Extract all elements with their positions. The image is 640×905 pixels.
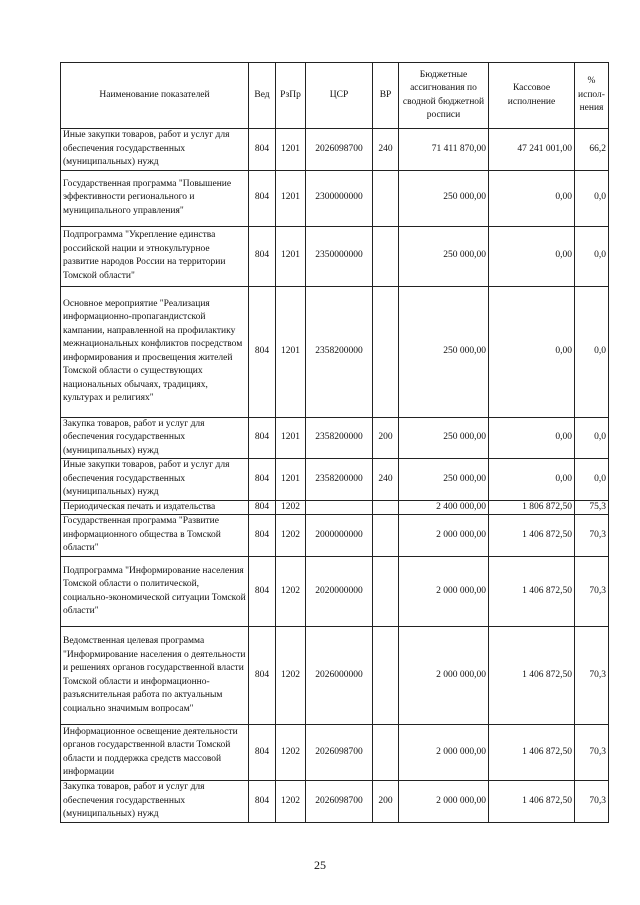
- cell-name: Государственная программа "Развитие информационного общества в Томской области": [61, 515, 249, 557]
- cell-cash: 1 406 872,50: [489, 557, 575, 627]
- cell-name: Государственная программа "Повышение эффективности регионального и муниципального управления": [61, 170, 249, 226]
- cell-cash: 1 406 872,50: [489, 781, 575, 823]
- cell-rzpr: 1202: [276, 515, 306, 557]
- cell-name: Периодическая печать и издательства: [61, 500, 249, 515]
- cell-csr: [306, 500, 373, 515]
- cell-csr: 2350000000: [306, 226, 373, 286]
- table-row: [61, 557, 609, 627]
- cell-cash: 1 806 872,50: [489, 500, 575, 515]
- cell-name: Закупка товаров, работ и услуг для обеспечения государственных (муниципальных) нужд: [61, 417, 249, 459]
- table-body: [61, 129, 609, 823]
- cell-budget: 2 000 000,00: [399, 781, 489, 823]
- cell-csr: 2026098700: [306, 781, 373, 823]
- cell-name: Закупка товаров, работ и услуг для обеспечения государственных (муниципальных) нужд: [61, 781, 249, 823]
- cell-cash: 0,00: [489, 170, 575, 226]
- cell-pct: 70,3: [575, 725, 609, 781]
- table-row: [61, 286, 609, 417]
- cell-budget: 250 000,00: [399, 459, 489, 501]
- table-header-row: [61, 63, 609, 129]
- table-row: [61, 459, 609, 501]
- cell-ved: 804: [249, 129, 276, 171]
- cell-vr: 240: [373, 459, 399, 501]
- cell-csr: 2358200000: [306, 459, 373, 501]
- cell-ved: 804: [249, 286, 276, 417]
- cell-vr: 240: [373, 129, 399, 171]
- cell-budget: 250 000,00: [399, 226, 489, 286]
- cell-pct: 0,0: [575, 226, 609, 286]
- table-row: [61, 500, 609, 515]
- cell-csr: 2026000000: [306, 627, 373, 725]
- cell-pct: 70,3: [575, 515, 609, 557]
- cell-name: Подпрограмма "Укрепление единства российской нации и этнокультурное развитие народов России на территории Томской области": [61, 226, 249, 286]
- cell-budget: 250 000,00: [399, 417, 489, 459]
- cell-vr: [373, 557, 399, 627]
- cell-rzpr: 1201: [276, 170, 306, 226]
- cell-csr: 2358200000: [306, 286, 373, 417]
- cell-csr: 2026098700: [306, 129, 373, 171]
- cell-pct: 75,3: [575, 500, 609, 515]
- table-row: [61, 725, 609, 781]
- cell-budget: 2 400 000,00: [399, 500, 489, 515]
- cell-csr: 2026098700: [306, 725, 373, 781]
- cell-cash: 1 406 872,50: [489, 725, 575, 781]
- cell-name: Подпрограмма "Информирование населения Томской области о политической, социально-экономической ситуации Томской области": [61, 557, 249, 627]
- table-row: [61, 627, 609, 725]
- cell-vr: [373, 627, 399, 725]
- cell-vr: [373, 500, 399, 515]
- cell-csr: 2358200000: [306, 417, 373, 459]
- cell-cash: 1 406 872,50: [489, 627, 575, 725]
- cell-pct: 0,0: [575, 459, 609, 501]
- budget-execution-table: [60, 62, 609, 823]
- cell-cash: 0,00: [489, 286, 575, 417]
- cell-name: Иные закупки товаров, работ и услуг для обеспечения государственных (муниципальных) нужд: [61, 459, 249, 501]
- cell-ved: 804: [249, 459, 276, 501]
- page-number: 25: [314, 858, 326, 872]
- cell-rzpr: 1202: [276, 725, 306, 781]
- cell-budget: 2 000 000,00: [399, 515, 489, 557]
- cell-budget: 2 000 000,00: [399, 557, 489, 627]
- header-pct: % испол-нения: [575, 63, 609, 129]
- cell-pct: 0,0: [575, 170, 609, 226]
- cell-cash: 0,00: [489, 226, 575, 286]
- cell-vr: [373, 170, 399, 226]
- cell-rzpr: 1202: [276, 781, 306, 823]
- cell-vr: 200: [373, 417, 399, 459]
- cell-pct: 70,3: [575, 557, 609, 627]
- table-row: [61, 417, 609, 459]
- cell-csr: 2020000000: [306, 557, 373, 627]
- cell-name: Ведомственная целевая программа "Информирование населения о деятельности и решениях органов государственной власти Томской области и информационно-разъяснительная работа по актуальным социально значимым вопросам": [61, 627, 249, 725]
- cell-ved: 804: [249, 557, 276, 627]
- header-cash: Кассовое исполнение: [489, 63, 575, 129]
- cell-ved: 804: [249, 500, 276, 515]
- table-row: [61, 781, 609, 823]
- header-ved: Вед: [249, 63, 276, 129]
- table-row: [61, 170, 609, 226]
- header-rzpr: РзПр: [276, 63, 306, 129]
- header-vr: ВР: [373, 63, 399, 129]
- cell-ved: 804: [249, 226, 276, 286]
- cell-budget: 2 000 000,00: [399, 627, 489, 725]
- cell-name: Иные закупки товаров, работ и услуг для обеспечения государственных (муниципальных) нужд: [61, 129, 249, 171]
- cell-pct: 0,0: [575, 417, 609, 459]
- cell-cash: 0,00: [489, 417, 575, 459]
- cell-rzpr: 1202: [276, 627, 306, 725]
- cell-vr: [373, 226, 399, 286]
- cell-vr: 200: [373, 781, 399, 823]
- table-row: [61, 515, 609, 557]
- cell-rzpr: 1201: [276, 417, 306, 459]
- cell-name: Основное мероприятие "Реализация информационно-пропагандистской кампании, направленной на профилактику межнациональных конфликтов посредством информирования и просвещения жителей Томской области о существующих национальных обычаях, традициях, культурах и религиях": [61, 286, 249, 417]
- cell-cash: 47 241 001,00: [489, 129, 575, 171]
- cell-name: Информационное освещение деятельности органов государственной власти Томской области и поддержка средств массовой информации: [61, 725, 249, 781]
- cell-budget: 250 000,00: [399, 286, 489, 417]
- cell-csr: 2300000000: [306, 170, 373, 226]
- cell-rzpr: 1201: [276, 459, 306, 501]
- cell-ved: 804: [249, 417, 276, 459]
- cell-vr: [373, 286, 399, 417]
- header-csr: ЦСР: [306, 63, 373, 129]
- cell-ved: 804: [249, 725, 276, 781]
- header-budget: Бюджетные ассигнования по сводной бюджетной росписи: [399, 63, 489, 129]
- cell-ved: 804: [249, 515, 276, 557]
- table-row: [61, 226, 609, 286]
- cell-vr: [373, 725, 399, 781]
- cell-pct: 0,0: [575, 286, 609, 417]
- cell-pct: 66,2: [575, 129, 609, 171]
- cell-rzpr: 1202: [276, 500, 306, 515]
- cell-budget: 71 411 870,00: [399, 129, 489, 171]
- cell-ved: 804: [249, 627, 276, 725]
- header-name: Наименование показателей: [61, 63, 249, 129]
- cell-pct: 70,3: [575, 781, 609, 823]
- cell-rzpr: 1201: [276, 286, 306, 417]
- cell-rzpr: 1201: [276, 226, 306, 286]
- cell-cash: 0,00: [489, 459, 575, 501]
- cell-csr: 2000000000: [306, 515, 373, 557]
- cell-cash: 1 406 872,50: [489, 515, 575, 557]
- cell-vr: [373, 515, 399, 557]
- cell-rzpr: 1202: [276, 557, 306, 627]
- cell-rzpr: 1201: [276, 129, 306, 171]
- cell-ved: 804: [249, 781, 276, 823]
- cell-budget: 2 000 000,00: [399, 725, 489, 781]
- table-row: [61, 129, 609, 171]
- cell-ved: 804: [249, 170, 276, 226]
- cell-budget: 250 000,00: [399, 170, 489, 226]
- cell-pct: 70,3: [575, 627, 609, 725]
